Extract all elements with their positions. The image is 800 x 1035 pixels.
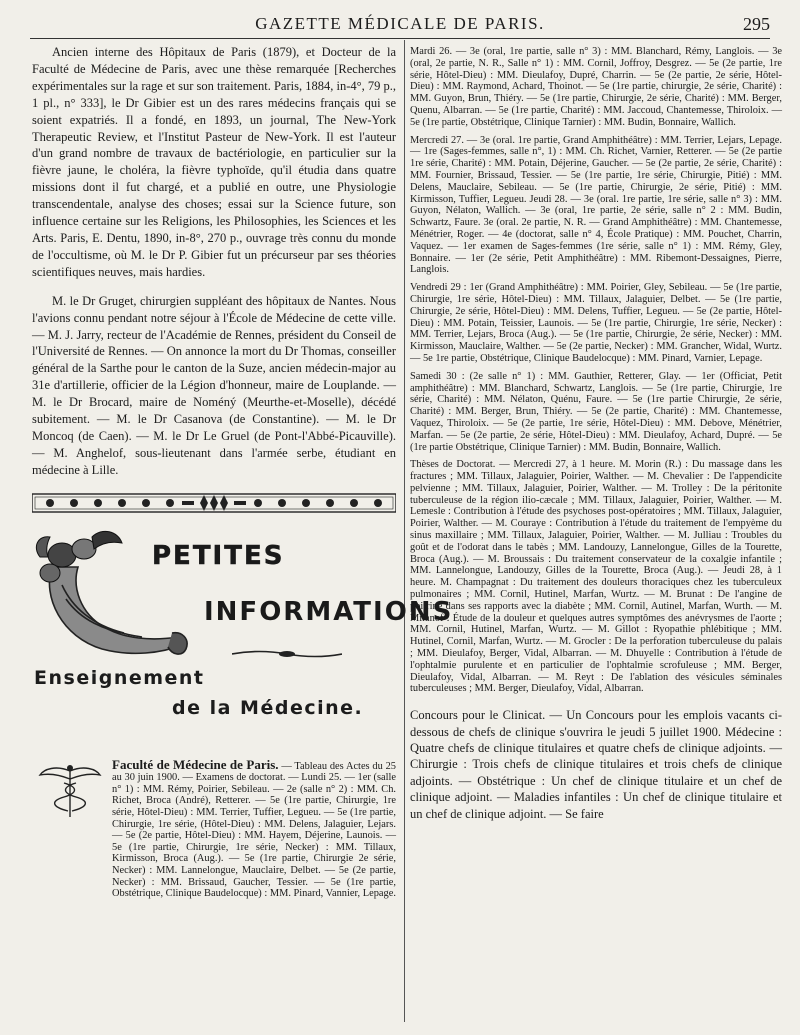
page-number: 295 (743, 14, 770, 34)
schedule-friday: Vendredi 29 : 1er (Grand Amphithéâtre) : MM. Poirier, Gley, Sebileau. — 5e (1re partie, Chirurgie, 1re série, Hôtel-Dieu) : MM. Tillaux, Jalaguier, Delbet. — 5e (1re partie, Chirurgie, 2e série, Hôtel-Dieu) : MM. Delens, Tuffier, Legueu. — 5e (2e partie, Hôtel-Dieu) : MM. Potain, Teissier, Launois. — 5e (1re partie, Chirurgie, 1re série, Necker) : MM. Terrier, Lejars, Broca (Aug.). — 5e (1re partie, Chirurgie, 2e série, Necker) : MM. Kirmisson, Mauclaire, Walther. — 5e (2e partie, Necker) : MM. Grancher, Widal, Wurtz. — 5e 1re partie, Obstétrique, Clinique Baudelocque) : MM. Pinard, Varnier, Lepage. (410, 282, 782, 364)
doctoral-theses: Thèses de Doctorat. — Mercredi 27, à 1 heure. M. Morin (R.) : Du massage dans les fractures ; MM. Tillaux, Jalaguier, Poirier, Walther. — M. Chevalier : De l'appendicite pelvienne ; MM. Tillaux, Jalaguier, Poirier, Walther. — M. Trolley : De la péritonite tuberculeuse de la région ilio-cæcale ; MM. Tillaux, Jalaguier, Poirier, Walther. — M. Lemesle : Contribution à l'étude des psychoses post-opératoires ; MM. Tillaux, Jalaguier, Poirier, Walther. — M. Couraye : Contribution à l'étude du traitement de l'empyème du sinus maxillaire ; MM. Tillaux, Jalaguier, Poirier, Walther. — M. Julliau : Troubles du goût et de l'odorat dans le tabès ; MM. Landouzy, Lannelongue, Gilles de la Tourette, Broca (Aug.). — M. Broussais : Du traitement conservateur de la coxalgie infantile ; MM. Lannelongue, Landouzy, Gilles de la Tourette, Broca (Aug.). — Jeudi 28, à 1 heure. M. Champagnat : Du traitement des douleurs thoraciques chez les tuberculeux pulmonaires ; MM. Cornil, Hutinel, Marfan, Wurtz. — M. Brunat : De l'angine de poitrine dans ses rapports avec la diabète ; MM. Cornil, Autinel, Marfan, Wurth. — M. Milanof : Étude de la douleur et quelques autres symptômes des anévrysmes de l'aorte ; MM. Cornil, Hutinel, Marfan, Wurtz. — M. Gillot : Ryopathie phlébitique ; MM. Hutinel, Cornil, Marfan, Wurtz. — M. Grocler : De la perforation tuberculeuse du palais ; MM. Dieulafoy, Berger, Vidal, Albarran. — M. Dhuyelle : Contribution à l'étude de l'ophtalmie purulente et en particulier de l'ophtalmie scrofuleuse ; MM. Berger, Dieulafoy, Vidal, Albarran. — M. Reyt : De l'ablation des vésicules séminales tuberculeuses ; MM. Berger, Dieulafoy, Vidal, Albarran. (410, 459, 782, 695)
running-header (30, 8, 770, 39)
faculty-schedule-text: — Tableau des Actes du 25 au 30 juin 1900. — Examens de doctorat. — Lundi 25. — 1er (salle n° 1) : MM. Rémy, Poirier, Sebileau. — 2e (salle n° 2) : MM. Ch. Richet, Broca (André), Retterer. — 5e (1re partie, Chirurgie, 1re série, Hôtel-Dieu) : MM. Terrier, Tuffier, Legueu. — 5e (1re partie, Chirurgie, 1re série, (Hôtel-Dieu) : MM. Delens, Jalaguier, Lejars. — 5e (2e partie, Hôtel-Dieu) : MM. Hayem, Déjerine, Launois. — 5e (1re partie, Chirurgie, 1re série, Necker) : MM. Tillaux, Kirmisson, Broca (Aug.). — 5e (1re partie, Chirurgie 2e série, Necker) : MM. Lannelongue, Mauclaire, Delbet. — 5e (2e partie, Necker) : MM. Brissaud, Gaucher, Tessier. — 5e (1re partie, Obstétrique, Clinique Baudelocque) : MM. Pinard, Vannier, Lepage. (112, 760, 396, 900)
gibier-obituary-paragraph: Ancien interne des Hôpitaux de Paris (1879), et Docteur de la Faculté de Médecine de Paris, avec une thèse remarquée [Recherches expérimentales sur la rage et sur son traitement. Paris, 1884, in-4°, 79 p., 1 pl., n° 333], le Dr Gibier est un des rares médecins français qui se soient expatriés. Il a fondé, en 1893, un journal, The New-York Therapeutic Review, et l'Institut Pasteur de New-York. Il est l'auteur d'un grand nombre de travaux de bactériologie, en particulier sur la fièvre jaune, le choléra, la fièvre typhoïde, qu'il étudia dans quatre missions dont il fut chargé, et a publié en outre, une Physiologie transcendentale, analyse des choses; essai sur la Science future, son influence certaine sur les Religions, les Philosophies, les Sciences et les Arts. Paris, E. Dentu, 1890, in-8°, 270 p., ouvrage très connu du monde de l'occultisme, où M. le Dr P. Gibier fut un précurseur par ses théories scientifiques neuves, mais hardies. (32, 45, 396, 279)
petites-informations-banner (32, 519, 454, 757)
ornamental-divider (32, 493, 396, 513)
necrology-paragraph: M. le Dr Gruget, chirurgien suppléant des hôpitaux de Nantes. Nous l'avions connu pendant notre séjour à l'École de Médecine de cette ville. — M. J. Jarry, recteur de l'Académie de Rennes, président du Conseil de l'Université de Rennes. — On annonce la mort du Dr Thomas, conseiller général de la Sarthe pour le canton de la Suze, ancien médecin-major au 31e d'artillerie, officier de la Légion d'honneur, maire de Louplande. — M. le Dr Brocard, maire de Noméný (Meurthe-et-Moselle), décédé subitement. — M. le Dr Casanova (de Constantine). — M. le Dr Moncoq (de Caen). — M. le Dr Le Gruel (de Pont-l'Abbé-Picauville). — M. Anghelof, sous-lieutenant dans l'armée serbe, étudiant en médecine à Lille. (32, 293, 396, 477)
flourish-rule (232, 649, 342, 659)
schedule-tuesday: Mardi 26. — 3e (oral, 1re partie, salle n° 3) : MM. Blanchard, Rémy, Langlois. — 3e (oral, 2e partie, N. R., Salle n° 1) : MM. Cornil, Joffroy, Desgrez. — 5e (2e partie, 1re série, Hôtel-Dieu) : MM. Dieulafoy, Dupré, Charrin. — 5e (2e partie, 2e série, Hôtel-Dieu) : MM. Raymond, Achard, Thoinot. — 5e (1re partie, chirurgie, 2e série, Charité) : MM. Guyon, Brun, Thiéry. — 5e (1re partie, Chirurgie, 2e série, Charité) : MM. Berger, Quenu, Albarran. — 5e (1re partie, Charité) : MM. Jaccoud, Chantemesse, Thiroloix. — 5e (1re partie, Obstétrique, Clinique Tarnier) : MM. Budin, Bonnaire, Wallich. (410, 46, 782, 128)
schedule-wednesday-thursday: Mercredi 27. — 3e (oral. 1re partie, Grand Amphithéâtre) : MM. Terrier, Lejars, Lepage. — 1re (Sages-femmes, salle n°, 1) : MM. Ch. Richet, Varnier, Retterer. — 5e (2e partie 1re série, Charité) : MM. Potain, Déjerine, Gaucher. — 5e (2e partie, 2e série, Charité) : MM. Fournier, Brissaud, Tessier. — 5e (1re partie, 1re série, Chirurgie, Pitié) : MM. Delens, Mauclaire, Sebileau. — 5e (1re partie, Chirurgie, 2e série, Pitié) : MM. Kirmisson, Tuffier, Legueu. Jeudi 28. — 3e (oral. 1re partie, 1re série, salle n° 3) : MM. Guyon, Nélaton, Wallich. — 3e (oral, 1re partie, 2e série, salle n° 2 : MM. Budin, Schwartz, Faure. 3e (oral. 2e partie, N. R. — Grand Amphithéâtre) : MM. Chantemesse, Ménétrier, Roger. — 4e (doctorat, salle n° 4, École Pratique) : MM. Pouchet, Charrin, Vaquez. — 1er examen de Sages-femmes (1re série, salle n° 1) : MM. Rémy, Gley, Bonnaire. — 1er (2e série, Petit Amphithéâtre) : MM. Ribemont-Dessaignes, Pierre, Langlois. (410, 134, 782, 276)
faculty-title: Faculté de Médecine de Paris. (112, 756, 279, 772)
banner-title-line-1: PETITES (152, 540, 285, 571)
clinicat-competition: Concours pour le Clinicat. — Un Concours pour les emplois vacants ci-dessous de chefs de clinique s'ouvrira le jeudi 5 juillet 1900. Médecine : Quatre chefs de clinique titulaires et quatre chefs de clinique adjoints. — Chirurgie : Trois chefs de clinique titulaires et trois chefs de clinique adjoints. — Obstétrique : Un chef de clinique titulaire et un chef de clinique adjoint. — Maladies infantiles : Un chef de clinique titulaire et un chef de clinique adjoint. — Se faire (410, 708, 782, 821)
journal-title: GAZETTE MÉDICALE DE PARIS. (255, 14, 545, 33)
section-title-line-1: Enseignement (34, 666, 205, 689)
left-column (32, 44, 454, 900)
section-title-line-2: de la Médecine. (172, 696, 364, 719)
column-rule (404, 40, 405, 1022)
faculty-schedule-block (32, 756, 396, 900)
banner-title-line-2: INFORMATIONS (204, 596, 454, 627)
right-column (410, 46, 782, 828)
caduceus-icon (38, 763, 102, 819)
schedule-saturday: Samedi 30 : (2e salle n° 1) : MM. Gauthier, Retterer, Glay. — 1er (Officiat, Petit amphithéâtre) : MM. Blanchard, Schwartz, Langlois. — 5e (1re partie, Chirurgie, 1re série, Charité) : MM. Nélaton, Quénu, Faure. — 5e (1re partie Chirurgie, 2e série, Charité) : MM. Berger, Brun, Thiéry. — 5e (2e partie, Charité) : MM. Chantemesse, Vaquez, Thiroloix. — 5e (2e partie, 1re série, Hôtel-Dieu) : MM. Debove, Ménétrier, Marfan. — 5e (2e partie, 2e série, Hôtel-Dieu) : MM. Dieulafoy, Achard, Dupré. — 5e (1re partie Obstétrique, Clinique Tarnier) : MM. Budin, Bonnaire, Wallich. (410, 370, 782, 453)
